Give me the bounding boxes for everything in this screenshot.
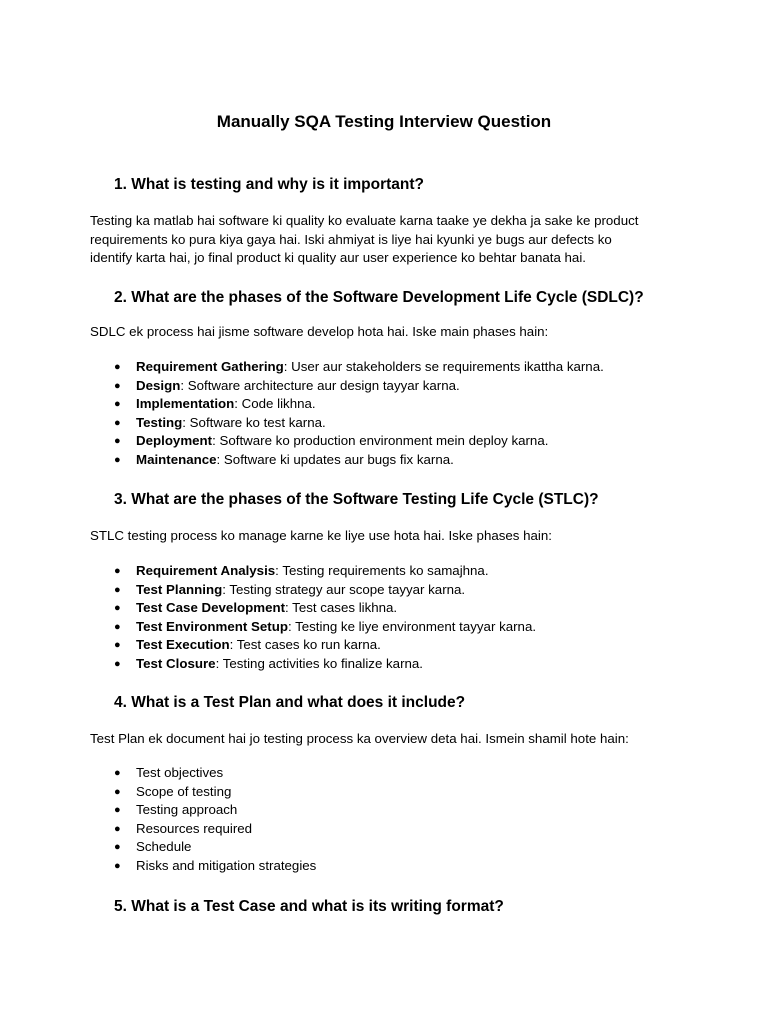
bullet-icon: ●	[114, 620, 121, 633]
bullet-icon: ●	[114, 565, 121, 577]
section-3-heading: 3. What are the phases of the Software Testing Life Cycle (STLC)?	[114, 491, 599, 508]
bullet-icon: ●	[114, 602, 121, 615]
bullet-icon: ●	[114, 583, 121, 596]
bullet-icon: ●	[114, 822, 121, 835]
section-4-intro: Test Plan ek document hai jo testing process ka overview deta hai. Ismein shamil hote hain:	[90, 731, 629, 746]
list-item: ● Deployment: Software ko production environment mein deploy karna.	[114, 432, 604, 451]
bullet-icon: ●	[114, 379, 121, 392]
list-item: ● Implementation: Code likhna.	[114, 395, 604, 414]
paragraph-line: identify karta hai, jo final product ki quality aur user experience ko behtar banata hai.	[90, 250, 586, 266]
section-2-intro: SDLC ek process hai jisme software develop hota hai. Iske main phases hain:	[90, 324, 549, 339]
section-5-heading: 5. What is a Test Case and what is its writing format?	[114, 898, 504, 915]
bullet-icon: ●	[114, 398, 121, 411]
list-item: ● Test Execution: Test cases ko run karna.	[114, 636, 536, 655]
bullet-icon: ●	[114, 453, 121, 466]
bullet-icon: ●	[114, 639, 121, 652]
section-2-heading: 2. What are the phases of the Software Development Life Cycle (SDLC)?	[114, 289, 644, 306]
list-item: ● Schedule	[114, 838, 316, 857]
list-item: ● Maintenance: Software ki updates aur bugs fix karna.	[114, 451, 604, 470]
bullet-icon: ●	[114, 361, 121, 373]
list-item: ● Test objectives	[114, 764, 316, 783]
bullet-icon: ●	[114, 435, 121, 448]
list-item: ● Test Case Development: Test cases likhna.	[114, 599, 536, 618]
bullet-icon: ●	[114, 767, 121, 779]
list-item: ● Requirement Analysis: Testing requirements ko samajhna.	[114, 562, 536, 581]
list-item: ● Testing approach	[114, 801, 316, 820]
bullet-icon: ●	[114, 785, 121, 798]
stlc-phase-list	[114, 562, 536, 674]
paragraph-line: requirements ko pura kiya gaya hai. Iski ahmiyat is liye hai kyunki ye bugs aur defects ko	[90, 231, 612, 247]
bullet-icon: ●	[114, 804, 121, 817]
paragraph-line: Testing ka matlab hai software ki quality ko evaluate karna taake ye dekha ja sake ke product	[90, 213, 639, 228]
list-item: ● Test Environment Setup: Testing ke liye environment tayyar karna.	[114, 618, 536, 637]
list-item: ● Risks and mitigation strategies	[114, 857, 316, 876]
sdlc-phase-list	[114, 358, 604, 470]
bullet-icon: ●	[114, 657, 121, 670]
section-4-heading: 4. What is a Test Plan and what does it include?	[114, 694, 466, 711]
list-item: ● Requirement Gathering: User aur stakeholders se requirements ikattha karna.	[114, 358, 604, 377]
document-title: Manually SQA Testing Interview Question	[216, 112, 552, 131]
list-item: ● Scope of testing	[114, 783, 316, 802]
list-item: ● Test Closure: Testing activities ko finalize karna.	[114, 655, 536, 674]
list-item: ● Resources required	[114, 820, 316, 839]
section-1-paragraph	[90, 212, 690, 268]
list-item: ● Design: Software architecture aur design tayyar karna.	[114, 377, 604, 396]
section-1-heading: 1. What is testing and why is it important?	[114, 176, 425, 193]
list-item: ● Test Planning: Testing strategy aur scope tayyar karna.	[114, 581, 536, 600]
section-3-intro: STLC testing process ko manage karne ke liye use hota hai. Iske phases hain:	[90, 528, 552, 543]
bullet-icon: ●	[114, 859, 121, 872]
bullet-icon: ●	[114, 841, 121, 854]
list-item: ● Testing: Software ko test karna.	[114, 414, 604, 433]
bullet-icon: ●	[114, 416, 121, 429]
test-plan-contents-list	[114, 764, 316, 876]
